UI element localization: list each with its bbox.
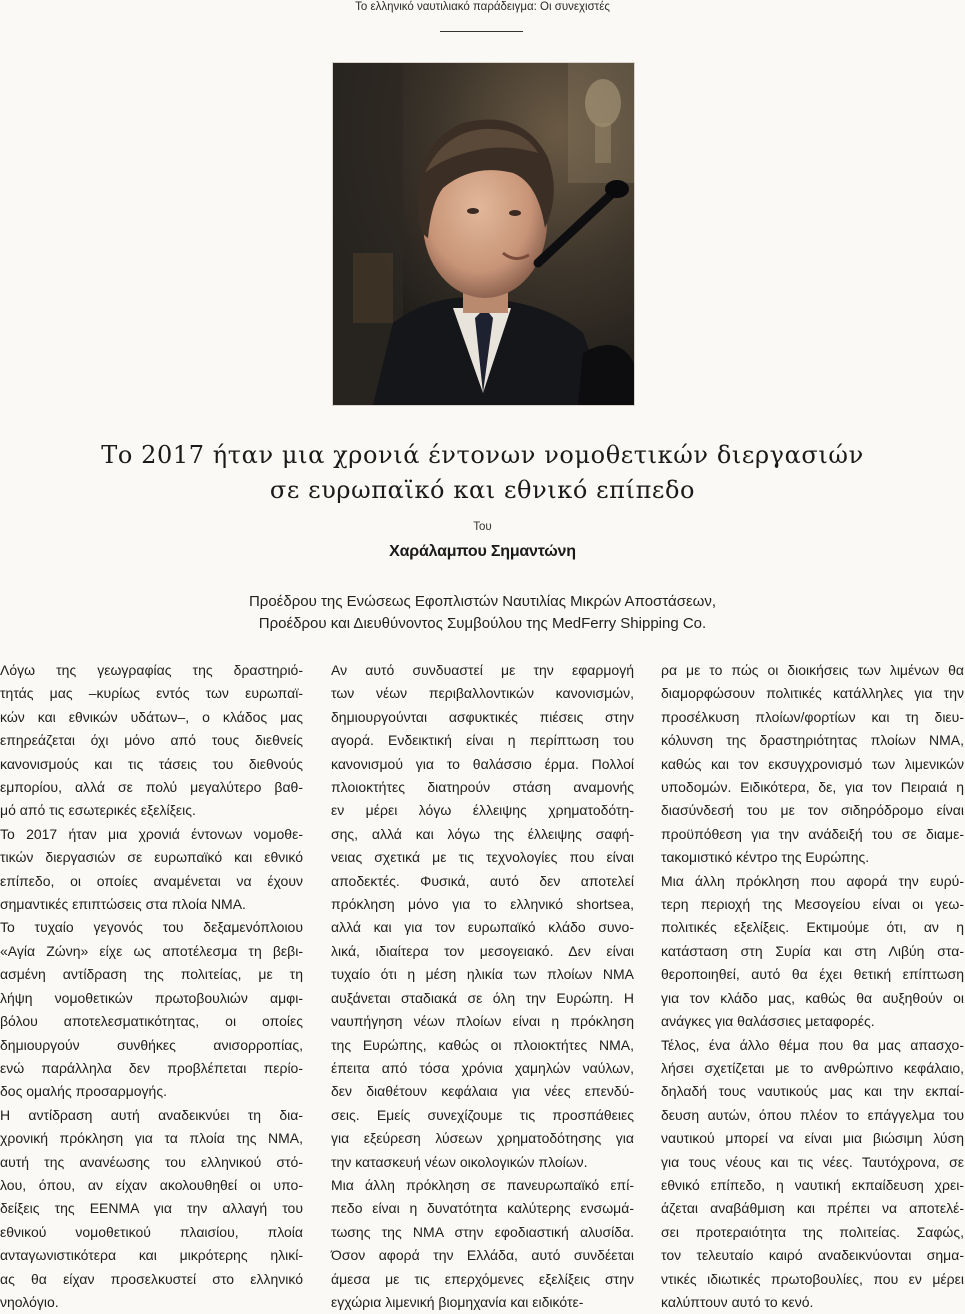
body-text-line: διασύνδεσή του με τον σιδηρόδρομο είναι (661, 802, 964, 819)
body-text-line: σεις. Εμείς συνεχίζουμε τις προσπάθειες (331, 1106, 634, 1123)
body-text-line: καλύπτουν αυτό το κενό. (661, 1293, 814, 1310)
body-text-line: νηολόγιο. (0, 1293, 59, 1310)
body-text-line: επηρεάζεται όχι μόνο από τους διεθνείς (0, 732, 303, 749)
article-title-line: σε ευρωπαϊκό και εθνικό επίπεδο (269, 476, 696, 504)
affiliation-line: Προέδρου της Ενώσεως Εφοπλιστών Ναυτιλίας Μικρών Αποστάσεων, (248, 593, 717, 610)
body-text-line: Μια άλλη πρόκληση σε πανευρωπαϊκό επί- (331, 1176, 634, 1193)
body-text-line: εγχώρια λιμενική βιομηχανία και ειδικότε- (331, 1293, 584, 1310)
body-text-line: ντικές ιδιωτικές πρωτοβουλίες, που εν μέρει (661, 1270, 964, 1287)
body-text-line: αυξάνεται σταδιακά σε όλη την Ευρώπη. Η (331, 989, 634, 1006)
body-text-line: Τέλος, ένα άλλο θέμα που θα μας απασχο- (661, 1036, 964, 1053)
body-column-3 (661, 659, 964, 1314)
body-text-line: επίπεδο, οι οποίες αναμένεται να έχουν (0, 872, 303, 889)
body-text-line: λήσει σχετίζεται με το ανθρώπινο κεφάλαιο, (661, 1059, 964, 1076)
body-text-line: διαμορφώσουν πολιτικές κατάλληλες για την (661, 685, 964, 702)
body-text-line: ας θα είχαν προσελκυστεί στο ελληνικό (0, 1270, 303, 1287)
body-text-line: τον τελευταίο καιρό αναδεικνύονται σημα- (661, 1247, 964, 1264)
body-text-line: ανταγωνιστικότερα και μικρότερης ηλικί- (0, 1247, 303, 1264)
body-text-line: λήψη νομοθετικών πρωτοβουλιών αμφι- (0, 989, 303, 1006)
body-text-line: ρα με το πώς οι διοικήσεις των λιμένων θα (661, 662, 964, 678)
body-text-line: ασμένη αντίδραση της πολιτείας, με τη (0, 966, 303, 983)
body-text-line: αλλά και για τον ευρωπαϊκό κλάδο συνο- (331, 919, 634, 936)
body-text-line: τακομιστικό κέντρο της Ευρώπης. (661, 849, 870, 866)
body-text-line: νειας σχετικά με τις τεχνολογίες που είναι (331, 849, 634, 866)
body-text-line: την κατασκευή νέων οικολογικών πλοίων. (331, 1153, 588, 1170)
body-text-line: για τους νέους και τις νέες. Ταυτόχρονα, σε (661, 1153, 964, 1170)
author-portrait-photo (332, 62, 635, 406)
body-text-line: σημαντικές επιπτώσεις στα πλοία ΝΜΑ. (0, 896, 246, 913)
body-text-line: Όσον αφορά την Ελλάδα, αυτό συνδέεται (331, 1247, 634, 1264)
body-text-line: λου, όπου, αν είχαν ακολουθηθεί οι υπο- (0, 1176, 303, 1193)
body-text-line: τυχαίο ότι η μέση ηλικία των πλοίων ΝΜΑ (331, 966, 634, 983)
body-text-line: πολιτικές εξελίξεις. Εκτιμούμε ότι, αν η (661, 919, 964, 936)
body-text-line: κατάσταση στη Συρία και στη Λιβύη στα- (661, 942, 964, 959)
body-text-line: της Ευρώπης, καθώς οι πλοιοκτήτες ΝΜΑ, (331, 1036, 634, 1053)
body-text-line: «Αγία Ζώνη» είχε ως αποτέλεσμα τη βεβι- (0, 942, 303, 959)
affiliation-line: Προέδρου και Διευθύνοντος Συμβούλου της MedFerry Shipping Co. (258, 615, 707, 632)
body-text-line: πλοιοκτήτες διατηρούν στάση αναμονής (331, 779, 634, 796)
body-text-line: αγορά. Ενδεικτική είναι η περίπτωση του (331, 732, 634, 749)
article-title (40, 438, 925, 508)
portrait-photo-icon (333, 63, 634, 405)
body-text-line: δηλαδή τους ναυτικούς μας και την εκπαί- (661, 1083, 964, 1100)
author-name: Χαράλαμπου Σημαντώνη (389, 543, 576, 560)
body-text-line: λικά, ιδιαίτερα τον μεσογειακό. Δεν είναι (331, 942, 634, 959)
body-text-line: Το τυχαίο γεγονός του δεξαμενόπλοιου (0, 919, 303, 936)
body-text-line: Μια άλλη πρόκληση που αφορά την ευρύ- (661, 872, 964, 889)
body-text-line: πρόκληση μόνο για το ελληνικό shortsea, (331, 896, 634, 913)
body-text-line: καθώς και τον εκσυγχρονισμό των λιμενικών (661, 755, 964, 772)
author-affiliation (0, 591, 965, 635)
body-text-line: Η αντίδραση αυτή αναδεικνύει τη δια- (0, 1106, 303, 1123)
body-text-line: τερη περιοχή της Μεσογείου είναι οι γεω- (661, 896, 964, 913)
body-text-line: σει προτεραιότητα της πολιτείας. Σαφώς, (661, 1223, 964, 1240)
body-text-line: δημιουργούν συνθήκες ανισορροπίας, (0, 1036, 303, 1053)
body-column-1 (0, 659, 303, 1314)
body-text-line: εθνικό επίπεδο, η ναυτική εκπαίδευση χρει- (661, 1176, 964, 1193)
body-text-line: κανονισμούς και τις τάσεις του διεθνούς (0, 755, 303, 772)
body-text-line: προϋπόθεση για την ανάδειξή του σε διαμε- (661, 825, 964, 842)
body-text-line: δευση αυτών, όπου πλέον το επάγγελμα του (661, 1106, 964, 1123)
body-text-line: τωσης της ΝΜΑ στην εφοδιαστική αλυσίδα. (331, 1223, 634, 1240)
body-text-line: κανονισμού για το θαλάσσιο έρμα. Πολλοί (331, 755, 634, 772)
body-text-line: έπειτα από τόσα χρόνια χαμηλών ναύλων, (331, 1059, 634, 1076)
body-text-line: δείξεις της ΕΕΝΜΑ για την αλλαγή του (0, 1200, 303, 1217)
body-text-line: Το 2017 ήταν μια χρονιά έντονων νομοθε- (0, 825, 303, 842)
body-text-line: κόλυνση της δραστηριότητας πλοίων ΝΜΑ, (661, 732, 964, 749)
body-text-line: των νέων περιβαλλοντικών κανονισμών, (331, 685, 634, 702)
body-text-line: άμεσα με τις επερχόμενες εξελίξεις στην (331, 1270, 634, 1287)
body-text-line: κών και εθνικών υδάτων–, ο κλάδος μας (0, 708, 303, 725)
body-text-line: ναυτικού μπορεί να είναι μια βιώσιμη λύση (661, 1130, 964, 1147)
body-text-line: για εξεύρεση λύσεων χρηματοδότησης για (331, 1130, 634, 1147)
body-text-line: άζεται αναβάθμιση και πρέπει να αποτελέ- (661, 1200, 964, 1217)
body-text-line: προσέλκυση πλοίων/φορτίων και τη διευ- (661, 708, 964, 725)
body-text-line: Λόγω της γεωγραφίας της δραστηριό- (0, 662, 303, 678)
body-text-line: θεροποιηθεί, αυτό θα έχει θετική επίπτωση (661, 966, 964, 983)
body-text-line: τητάς μας –κυρίως εντός των ευρωπαϊ- (0, 685, 303, 702)
body-text-line: εμπορίου, αλλά σε πολύ μεγαλύτερο βαθ- (0, 779, 303, 796)
body-text-line: βόλου αποτελεσματικότητας, οι οποίες (0, 1013, 303, 1030)
body-text-line: μό από τις εσωτερικές εξελίξεις. (0, 802, 196, 819)
body-text-line: δος ομαλής προσαρμογής. (0, 1083, 167, 1100)
article-title-line: Το 2017 ήταν μια χρονιά έντονων νομοθετικών διεργασιών (101, 441, 864, 469)
body-text-line: πεδο είναι η δυνατότητα καλύτερης ενσωμά- (331, 1200, 634, 1217)
body-text-line: υποδομών. Ειδικότερα, δε, για τον Πειραιά η (661, 779, 964, 796)
body-text-line: δεν διαθέτουν κεφάλαια για νέες επενδύ- (331, 1083, 634, 1100)
byline-prefix: Του (473, 521, 492, 533)
header-divider (440, 31, 523, 32)
body-text-line: Αν αυτό συνδυαστεί με την εφαρμογή (331, 662, 634, 678)
body-text-line: ανάγκες για θαλάσσιες μεταφορές. (661, 1013, 875, 1030)
running-head: Το ελληνικό ναυτιλιακό παράδειγμα: Οι συνεχιστές (355, 1, 610, 13)
body-text-line: τικών διεργασιών σε ευρωπαϊκό και εθνικό (0, 849, 303, 866)
body-text-line: δημιουργούνται ασφυκτικές πιέσεις στην (331, 708, 634, 725)
body-column-2 (331, 659, 634, 1314)
body-text-line: ενώ παράλληλα δεν προβλέπεται περίο- (0, 1059, 303, 1076)
body-text-line: χρονική πρόκληση για τα πλοία της ΝΜΑ, (0, 1130, 303, 1147)
body-text-line: εν μέρει λόγω έλλειψης χρηματοδότη- (331, 802, 634, 819)
body-text-line: εθνικού νομοθετικού πλαισίου, πλοία (0, 1223, 303, 1240)
body-text-line: σης, αλλά και λόγω της έλλειψης σαφή- (331, 825, 634, 842)
body-text-line: για τον κλάδο μας, καθώς θα αυξηθούν οι (661, 989, 964, 1006)
body-text-line: αποδεκτές. Φυσικά, αυτό δεν αποτελεί (331, 872, 634, 889)
body-text-line: αυτή της ανανέωσης του ελληνικού στό- (0, 1153, 303, 1170)
body-text-line: ναυπήγηση νέων πλοίων είναι η πρόκληση (331, 1013, 634, 1030)
